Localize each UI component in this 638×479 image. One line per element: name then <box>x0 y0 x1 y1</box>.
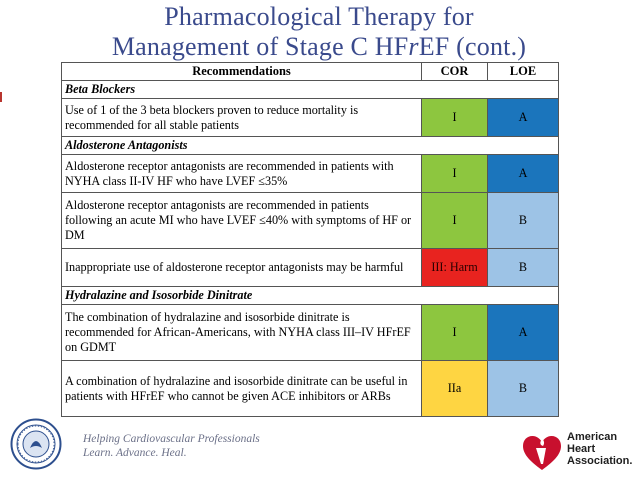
slide-title-line2-start: Management of Stage C HF <box>111 32 409 61</box>
table-row <box>62 305 559 361</box>
aha-line2: Heart <box>567 443 596 455</box>
aha-heart-torch-icon <box>522 434 562 472</box>
aha-wordmark <box>567 431 632 467</box>
loe-cell: A <box>488 305 559 361</box>
recommendation-text: The combination of hydralazine and isosorbide dinitrate is recommended for African-Americans, with NYHA class III–IV HFrEF on GDMT <box>62 305 422 361</box>
slide-title-line2-italic: r <box>408 32 419 61</box>
aha-line3: Association. <box>567 455 633 467</box>
recommendation-text: Aldosterone receptor antagonists are recommended in patients following an acute MI who have LVEF ≤40% with symptoms of HF or DM <box>62 193 422 249</box>
slide-title <box>0 2 638 62</box>
tagline-line2: Learn. Advance. Heal. <box>83 447 187 459</box>
section-title: Hydralazine and Isosorbide Dinitrate <box>62 287 559 305</box>
aha-line1: American <box>567 431 618 443</box>
footer-tagline <box>83 432 260 460</box>
loe-cell: A <box>488 99 559 137</box>
loe-cell: B <box>488 193 559 249</box>
table-row <box>62 155 559 193</box>
tagline-line1: Helping Cardiovascular Professionals <box>83 433 260 445</box>
slide-title-line1: Pharmacological Therapy for <box>164 2 474 31</box>
table-row <box>62 99 559 137</box>
recommendation-text: A combination of hydralazine and isosorbide dinitrate can be useful in patients with HFrEF who cannot be given ACE inhibitors or ARBs <box>62 361 422 417</box>
acc-seal-icon <box>10 418 62 470</box>
cor-cell: III: Harm <box>422 249 488 287</box>
cor-cell: I <box>422 305 488 361</box>
slide-title-line2-end: EF (cont.) <box>418 32 527 61</box>
section-row-aldosterone-antagonists <box>62 137 559 155</box>
section-row-beta-blockers <box>62 81 559 99</box>
recommendation-text: Aldosterone receptor antagonists are recommended in patients with NYHA class II-IV HF who have LVEF ≤35% <box>62 155 422 193</box>
loe-cell: B <box>488 249 559 287</box>
cor-cell: I <box>422 99 488 137</box>
section-title: Beta Blockers <box>62 81 559 99</box>
header-loe: LOE <box>488 63 559 81</box>
table-row <box>62 193 559 249</box>
table-header-row <box>62 63 559 81</box>
loe-cell: B <box>488 361 559 417</box>
table-row <box>62 361 559 417</box>
cor-cell: I <box>422 193 488 249</box>
recommendation-text: Inappropriate use of aldosterone receptor antagonists may be harmful <box>62 249 422 287</box>
header-recommendations: Recommendations <box>62 63 422 81</box>
cor-cell: IIa <box>422 361 488 417</box>
slide-title-line2 <box>0 32 638 62</box>
section-row-hydralazine-isosorbide <box>62 287 559 305</box>
header-cor: COR <box>422 63 488 81</box>
left-edge-mark <box>0 92 2 102</box>
cor-cell: I <box>422 155 488 193</box>
table-row <box>62 249 559 287</box>
recommendations-table <box>61 62 559 417</box>
section-title: Aldosterone Antagonists <box>62 137 559 155</box>
recommendation-text: Use of 1 of the 3 beta blockers proven to reduce mortality is recommended for all stable patients <box>62 99 422 137</box>
loe-cell: A <box>488 155 559 193</box>
